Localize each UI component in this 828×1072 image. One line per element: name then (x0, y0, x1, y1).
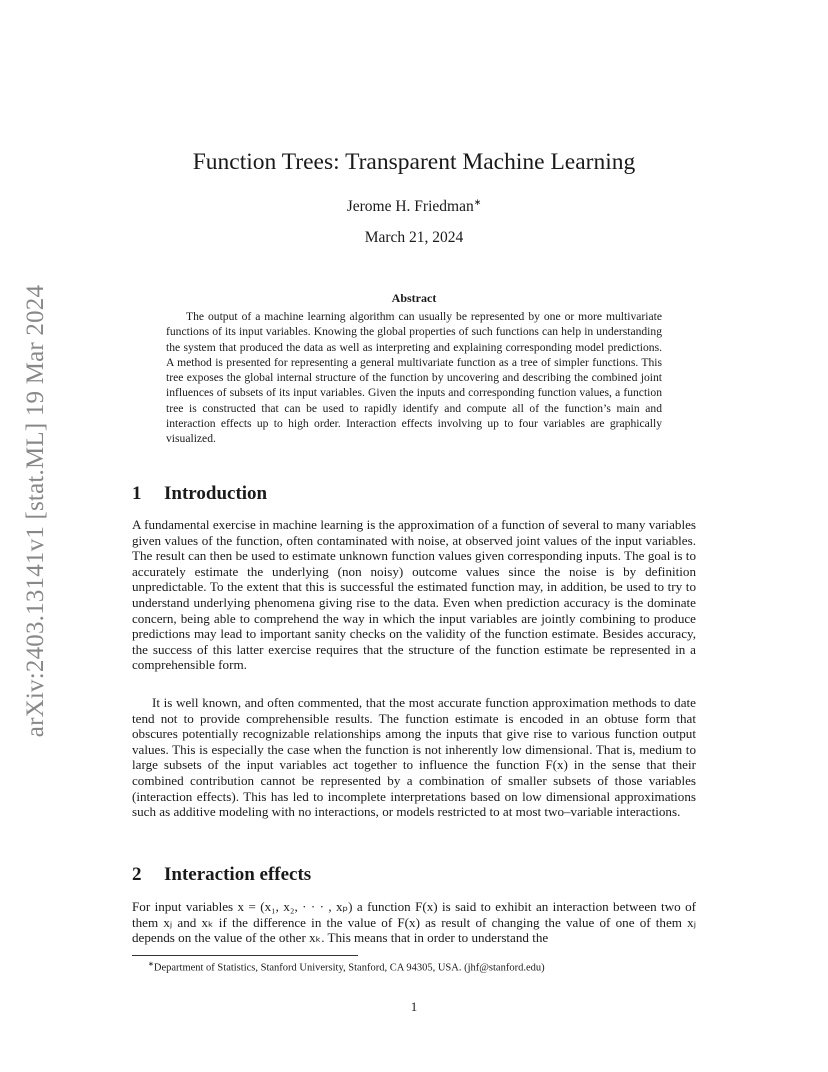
abstract-heading: Abstract (391, 291, 437, 305)
footnote (148, 960, 545, 974)
section-title: Introduction (164, 483, 268, 504)
arxiv-sidebar (18, 272, 54, 750)
page-number: 1 (410, 999, 418, 1014)
abstract-text: The output of a machine learning algorithm can usually be represented by one or more multivariate functions of its input variables. Knowing the global properties of such functions can help in understanding the system that produced the data as well as interpreting and explaining corresponding model predictions. A method is presented for representing a general multivariate function as a tree of simpler functions. This tree exposes the global internal structure of the function by uncovering and describing the combined joint influences of subsets of its input variables. Given the inputs and corresponding function values, a function tree is constructed that can be used to rapidly identify and compute all of the function’s main and interaction effects up to high order. Interaction effects involving up to four variables are graphically visualized. (166, 310, 662, 446)
interaction-paragraph-1: For input variables x = (x₁, x₂, · · · , xₚ) a function F(x) is said to exhibit an interaction between two of them xⱼ and xₖ if the difference in the value of F(x) as result of changing the value of one of them xⱼ depends on the value of the other xₖ. This means that in order to understand the (132, 899, 696, 946)
intro-paragraph-2: It is well known, and often commented, that the most accurate function approximation methods to date tend not to provide comprehensible results. The function estimate is encoded in an obtuse form that obscures potentially recognizable relationships among the inputs that give rise to various function output values. This is especially the case when the function is not inherently low dimensional. That is, medium to large subsets of the input variables act together to influence the function F(x) in the sense that their combined contribution cannot be represented by a combination of smaller subsets of those variables (interaction effects). This has led to incomplete interpretations based on low dimensional approximations such as additive modeling with no interactions, or models restricted to at most two–variable interactions. (132, 695, 696, 820)
author-footnote-mark[interactable]: ∗ (473, 197, 482, 207)
arxiv-identifier: arXiv:2403.13141v1 [stat.ML] 19 Mar 2024 (22, 284, 49, 738)
footnote-mark: ∗ (148, 960, 154, 968)
section-heading-introduction (132, 483, 267, 505)
section-title: Interaction effects (164, 864, 312, 885)
footnote-text: Department of Statistics, Stanford University, Stanford, CA 94305, USA. (jhf@stanford.edu) (153, 962, 545, 974)
author-name: Jerome H. Friedman (346, 198, 474, 216)
paper-title: Function Trees: Transparent Machine Learning (192, 149, 636, 175)
author-line (0, 197, 828, 216)
footnote-divider (132, 955, 358, 956)
paper-date: March 21, 2024 (364, 229, 464, 246)
section-number: 2 (132, 864, 142, 885)
section-heading-interaction-effects (132, 864, 311, 886)
intro-paragraph-1: A fundamental exercise in machine learning is the approximation of a function of several to many variables given values of the function, often contaminated with noise, at observed joint values of the input variables. The result can then be used to estimate unknown function values given corresponding inputs. The goal is to accurately estimate the underlying (non noisy) outcome values since the noise is by definition unpredictable. To the extent that this is successful the estimated function may, in addition, be used to try to understand underlying phenomena giving rise to the data. Even when prediction accuracy is the dominate concern, being able to comprehend the way in which the input variables are jointly combining to produce predictions may lead to important sanity checks on the validity of the function estimate. Besides accuracy, the success of this latter exercise requires that the structure of the function estimate be represented in a comprehensible form. (132, 517, 696, 673)
section-number: 1 (132, 483, 142, 504)
